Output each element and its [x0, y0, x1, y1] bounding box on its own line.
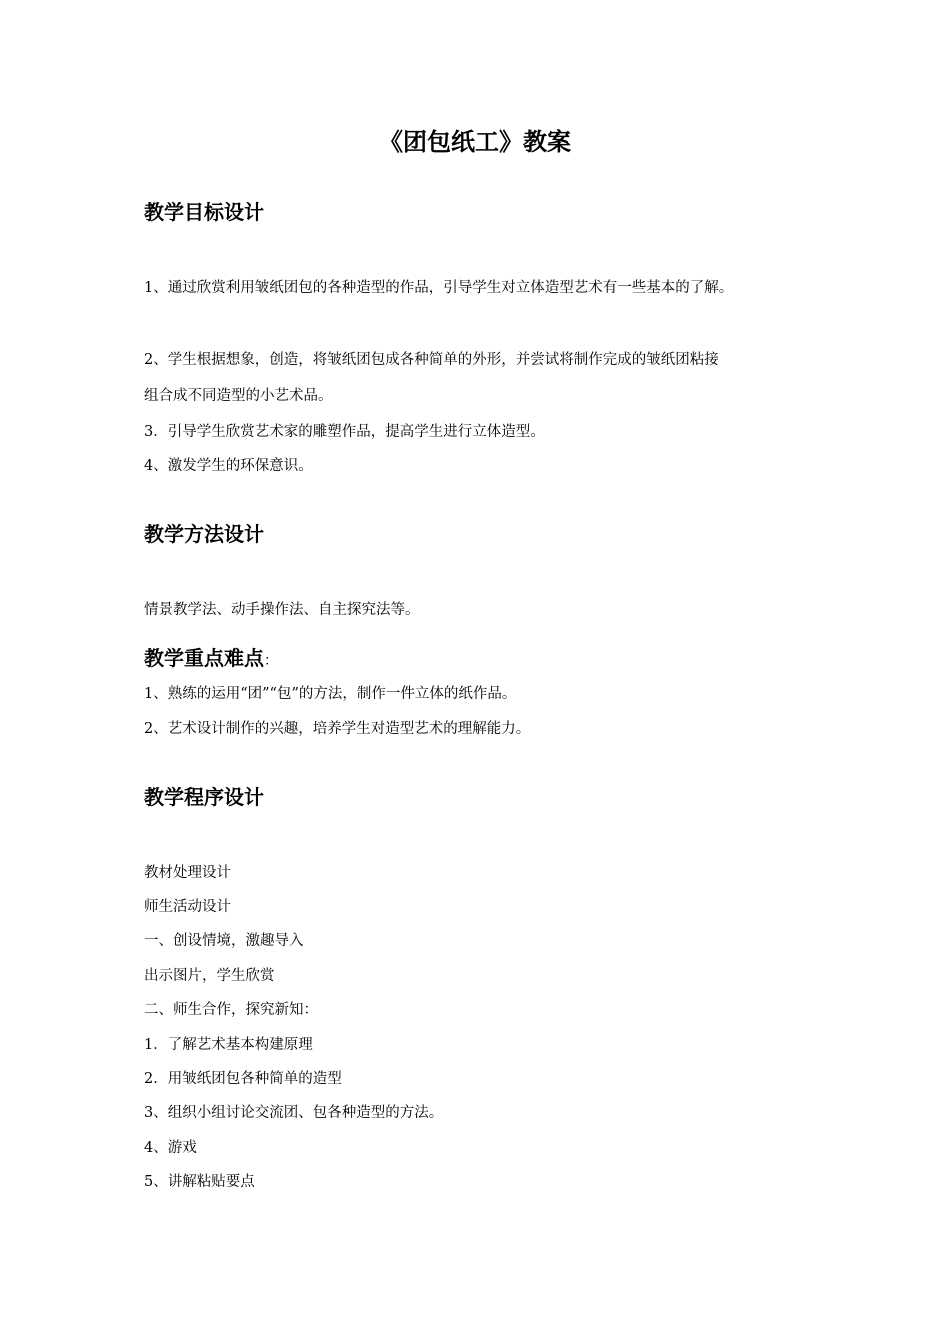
keypoints-heading	[144, 643, 278, 676]
document-title: 《团包纸工》教案	[379, 128, 571, 156]
methods-heading: 教学方法设计	[144, 522, 264, 546]
procedure-item-10: 5、讲解粘贴要点	[144, 1174, 255, 1190]
procedure-item-6: 1．了解艺术基本构建原理	[144, 1037, 313, 1053]
keypoints-heading-colon: ：	[264, 653, 278, 669]
procedure-item-1: 教材处理设计	[144, 865, 231, 881]
keypoint-item-2: 2、艺术设计制作的兴趣，培养学生对造型艺术的理解能力。	[144, 721, 531, 737]
procedure-item-8: 3、组织小组讨论交流团、包各种造型的方法。	[144, 1105, 444, 1121]
goal-item-1: 1、通过欣赏利用皱纸团包的各种造型的作品，引导学生对立体造型艺术有一些基本的了解。	[144, 280, 734, 296]
goal-item-2: 2、学生根据想象，创造，将皱纸团包成各种简单的外形，并尝试将制作完成的皱纸团粘接	[144, 352, 719, 368]
procedure-item-2: 师生活动设计	[144, 899, 231, 915]
keypoints-heading-text: 教学重点难点	[144, 646, 264, 670]
methods-text: 情景教学法、动手操作法、自主探究法等。	[144, 602, 420, 618]
procedure-item-4: 出示图片，学生欣赏	[144, 968, 275, 984]
goals-heading: 教学目标设计	[144, 200, 264, 224]
procedure-heading: 教学程序设计	[144, 785, 264, 809]
procedure-item-5: 二、师生合作，探究新知：	[144, 1002, 318, 1018]
procedure-item-7: 2．用皱纸团包各种简单的造型	[144, 1071, 342, 1087]
keypoint-item-1: 1、熟练的运用“团”“包”的方法，制作一件立体的纸作品。	[144, 686, 517, 702]
goal-item-2-continued: 组合成不同造型的小艺术品。	[144, 388, 333, 404]
procedure-item-3: 一、创设情境，激趣导入	[144, 933, 304, 949]
goal-item-3: 3．引导学生欣赏艺术家的雕塑作品，提高学生进行立体造型。	[144, 424, 545, 440]
goal-item-4: 4、激发学生的环保意识。	[144, 458, 313, 474]
procedure-item-9: 4、游戏	[144, 1140, 197, 1156]
